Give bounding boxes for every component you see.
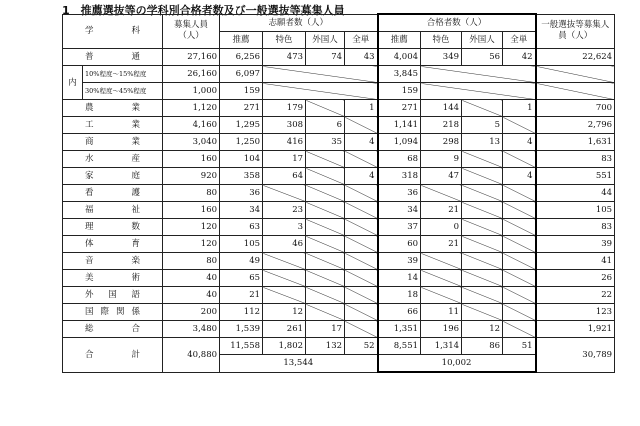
- total-passed-cell: 8,551: [378, 338, 421, 355]
- passed-cell: [503, 287, 536, 304]
- applicant-cell: [306, 151, 345, 168]
- header-general: 一般選抜等募集人員（人）: [536, 14, 615, 49]
- general-cell: 22,624: [536, 49, 615, 66]
- header-sub: 推薦: [220, 32, 263, 49]
- table-row: [63, 321, 615, 338]
- applicant-cell: 74: [306, 49, 345, 66]
- passed-cell: 37: [378, 219, 421, 236]
- applicant-cell: 65: [220, 270, 263, 287]
- total-passed-sum: 10,002: [378, 355, 536, 373]
- passed-cell: 11: [421, 304, 462, 321]
- applicant-cell: 6: [306, 117, 345, 134]
- breakdown-slash: [263, 83, 378, 100]
- passed-cell: [462, 151, 503, 168]
- applicant-cell: [345, 287, 378, 304]
- total-general: 30,789: [536, 338, 615, 373]
- passed-cell: [503, 304, 536, 321]
- total-row: [63, 338, 615, 355]
- passed-cell: [462, 270, 503, 287]
- capacity-cell: 120: [163, 219, 220, 236]
- passed-cell: [421, 270, 462, 287]
- passed-cell: [503, 236, 536, 253]
- passed-cell: 18: [378, 287, 421, 304]
- table-row: [63, 236, 615, 253]
- passed-cell: [503, 202, 536, 219]
- applicant-cell: [345, 270, 378, 287]
- header-capacity: 募集人員（人）: [163, 14, 220, 49]
- table-row: [63, 100, 615, 117]
- passed-cell: 4: [503, 168, 536, 185]
- applicant-cell: [306, 100, 345, 117]
- general-cell: 22: [536, 287, 615, 304]
- breakdown-slash: [263, 66, 378, 83]
- passed-cell: 12: [462, 321, 503, 338]
- breakdown-name: 30%程度〜45%程度: [83, 83, 163, 100]
- passed-cell: 1,351: [378, 321, 421, 338]
- applicant-cell: 12: [263, 304, 306, 321]
- passed-cell: [503, 219, 536, 236]
- capacity-cell: 80: [163, 185, 220, 202]
- breakdown-applicants: 6,097: [220, 66, 263, 83]
- table-row: [63, 219, 615, 236]
- capacity-cell: 200: [163, 304, 220, 321]
- passed-cell: [462, 185, 503, 202]
- passed-cell: [503, 185, 536, 202]
- passed-cell: 271: [378, 100, 421, 117]
- header-sub: 全単: [503, 32, 536, 49]
- breakdown-slash: [536, 66, 615, 83]
- applicant-cell: 36: [220, 185, 263, 202]
- applicant-cell: [306, 287, 345, 304]
- total-applicant-cell: 52: [345, 338, 378, 355]
- applicant-cell: [345, 236, 378, 253]
- total-applicant-cell: 1,802: [263, 338, 306, 355]
- breakdown-slash: [536, 83, 615, 100]
- total-applicants-sum: 13,544: [220, 355, 378, 373]
- table-body: [63, 14, 615, 372]
- passed-cell: 68: [378, 151, 421, 168]
- applicant-cell: 17: [263, 151, 306, 168]
- passed-cell: 21: [421, 236, 462, 253]
- applicant-cell: 179: [263, 100, 306, 117]
- total-applicant-cell: 11,558: [220, 338, 263, 355]
- applicant-cell: 49: [220, 253, 263, 270]
- passed-cell: 14: [378, 270, 421, 287]
- applicant-cell: 358: [220, 168, 263, 185]
- general-cell: 44: [536, 185, 615, 202]
- passed-cell: [421, 287, 462, 304]
- general-cell: 123: [536, 304, 615, 321]
- applicant-cell: 104: [220, 151, 263, 168]
- header-sub: 特色: [263, 32, 306, 49]
- capacity-cell: 160: [163, 151, 220, 168]
- applicant-cell: [345, 253, 378, 270]
- admissions-table: [62, 13, 615, 373]
- passed-cell: 39: [378, 253, 421, 270]
- passed-cell: 9: [421, 151, 462, 168]
- breakdown-passed: 3,845: [378, 66, 421, 83]
- table-row: [63, 49, 615, 66]
- breakdown-passed: 159: [378, 83, 421, 100]
- capacity-cell: 4,160: [163, 117, 220, 134]
- passed-cell: 21: [421, 202, 462, 219]
- passed-cell: 34: [378, 202, 421, 219]
- applicant-cell: 4: [345, 168, 378, 185]
- subject-name: 商 業: [63, 134, 163, 151]
- capacity-cell: 40: [163, 270, 220, 287]
- applicant-cell: 3: [263, 219, 306, 236]
- breakdown-slash: [421, 66, 536, 83]
- passed-cell: 298: [421, 134, 462, 151]
- passed-cell: 218: [421, 117, 462, 134]
- capacity-cell: 3,040: [163, 134, 220, 151]
- applicant-cell: [345, 219, 378, 236]
- applicant-cell: 112: [220, 304, 263, 321]
- passed-cell: [462, 304, 503, 321]
- header-sub: 全単: [345, 32, 378, 49]
- general-cell: 551: [536, 168, 615, 185]
- capacity-cell: 120: [163, 236, 220, 253]
- subject-name: 国際関係: [63, 304, 163, 321]
- total-label: 合 計: [63, 338, 163, 373]
- applicant-cell: 1,539: [220, 321, 263, 338]
- total-passed-cell: 1,314: [421, 338, 462, 355]
- applicant-cell: [306, 219, 345, 236]
- applicant-cell: [306, 202, 345, 219]
- capacity-cell: 27,160: [163, 49, 220, 66]
- passed-cell: [503, 117, 536, 134]
- general-cell: 41: [536, 253, 615, 270]
- subject-name: 家 庭: [63, 168, 163, 185]
- table-row: [63, 202, 615, 219]
- general-cell: 83: [536, 219, 615, 236]
- passed-cell: [503, 253, 536, 270]
- header-sub: 推薦: [378, 32, 421, 49]
- applicant-cell: 308: [263, 117, 306, 134]
- applicant-cell: [345, 304, 378, 321]
- header-row-1: [63, 14, 615, 32]
- applicant-cell: [306, 185, 345, 202]
- general-cell: 1,921: [536, 321, 615, 338]
- capacity-cell: 40: [163, 287, 220, 304]
- passed-cell: 144: [421, 100, 462, 117]
- applicant-cell: 23: [263, 202, 306, 219]
- passed-cell: [462, 100, 503, 117]
- passed-cell: 4: [503, 134, 536, 151]
- breakdown-capacity: 26,160: [163, 66, 220, 83]
- applicant-cell: 43: [345, 49, 378, 66]
- subject-name: 理 数: [63, 219, 163, 236]
- passed-cell: 0: [421, 219, 462, 236]
- passed-cell: [462, 168, 503, 185]
- passed-cell: 1,094: [378, 134, 421, 151]
- applicant-cell: [306, 270, 345, 287]
- breakdown-slash: [421, 83, 536, 100]
- document-title: 1 推薦選抜等の学科別合格者数及び一般選抜等募集人員: [62, 4, 345, 17]
- capacity-cell: 920: [163, 168, 220, 185]
- capacity-cell: 1,120: [163, 100, 220, 117]
- total-passed-cell: 86: [462, 338, 503, 355]
- passed-cell: [462, 202, 503, 219]
- applicant-cell: 1,295: [220, 117, 263, 134]
- applicant-cell: [263, 287, 306, 304]
- general-cell: 1,631: [536, 134, 615, 151]
- passed-cell: 349: [421, 49, 462, 66]
- breakdown-capacity: 1,000: [163, 83, 220, 100]
- subject-name: 体 育: [63, 236, 163, 253]
- passed-cell: [462, 287, 503, 304]
- passed-cell: 5: [462, 117, 503, 134]
- table-row: [63, 185, 615, 202]
- applicant-cell: 6,256: [220, 49, 263, 66]
- passed-cell: [503, 270, 536, 287]
- table-row: [63, 168, 615, 185]
- header-sub: 特色: [421, 32, 462, 49]
- passed-cell: [503, 151, 536, 168]
- passed-cell: [462, 253, 503, 270]
- table-row: [63, 134, 615, 151]
- subject-name: 工 業: [63, 117, 163, 134]
- subject-name: 外 国 語: [63, 287, 163, 304]
- breakdown-row: [63, 66, 615, 83]
- header-sub: 外国人: [306, 32, 345, 49]
- passed-cell: 196: [421, 321, 462, 338]
- header-subject: 学 科: [63, 14, 163, 49]
- general-cell: 105: [536, 202, 615, 219]
- capacity-cell: 160: [163, 202, 220, 219]
- total-applicant-cell: 132: [306, 338, 345, 355]
- table-row: [63, 253, 615, 270]
- subject-name: 音 楽: [63, 253, 163, 270]
- total-passed-cell: 51: [503, 338, 536, 355]
- applicant-cell: 416: [263, 134, 306, 151]
- applicant-cell: 1: [345, 100, 378, 117]
- passed-cell: 56: [462, 49, 503, 66]
- table-row: [63, 117, 615, 134]
- subject-name: 水 産: [63, 151, 163, 168]
- applicant-cell: [345, 151, 378, 168]
- applicant-cell: [306, 236, 345, 253]
- applicant-cell: [306, 168, 345, 185]
- table-row: [63, 287, 615, 304]
- general-cell: 700: [536, 100, 615, 117]
- passed-cell: [503, 321, 536, 338]
- passed-cell: 1: [503, 100, 536, 117]
- subject-name: 普 通: [63, 49, 163, 66]
- passed-cell: 13: [462, 134, 503, 151]
- capacity-cell: 3,480: [163, 321, 220, 338]
- header-passed: 合格者数（人）: [378, 14, 536, 32]
- general-cell: 39: [536, 236, 615, 253]
- table-row: [63, 151, 615, 168]
- applicant-cell: 35: [306, 134, 345, 151]
- subject-name: 総 合: [63, 321, 163, 338]
- passed-cell: [462, 236, 503, 253]
- applicant-cell: 34: [220, 202, 263, 219]
- total-capacity: 40,880: [163, 338, 220, 373]
- applicant-cell: 63: [220, 219, 263, 236]
- subject-name: 福 祉: [63, 202, 163, 219]
- applicant-cell: [263, 253, 306, 270]
- applicant-cell: 261: [263, 321, 306, 338]
- applicant-cell: 4: [345, 134, 378, 151]
- applicant-cell: [263, 270, 306, 287]
- passed-cell: 42: [503, 49, 536, 66]
- passed-cell: 318: [378, 168, 421, 185]
- passed-cell: [421, 185, 462, 202]
- applicant-cell: 1,250: [220, 134, 263, 151]
- passed-cell: [421, 253, 462, 270]
- applicant-cell: 21: [220, 287, 263, 304]
- general-cell: 2,796: [536, 117, 615, 134]
- subject-name: 看 護: [63, 185, 163, 202]
- general-cell: 26: [536, 270, 615, 287]
- applicant-cell: [345, 185, 378, 202]
- applicant-cell: [345, 321, 378, 338]
- applicant-cell: 271: [220, 100, 263, 117]
- breakdown-label: 内: [63, 66, 83, 100]
- applicant-cell: [345, 202, 378, 219]
- applicant-cell: [306, 304, 345, 321]
- applicant-cell: [345, 117, 378, 134]
- breakdown-name: 10%程度〜15%程度: [83, 66, 163, 83]
- passed-cell: 60: [378, 236, 421, 253]
- applicant-cell: 105: [220, 236, 263, 253]
- passed-cell: 4,004: [378, 49, 421, 66]
- applicant-cell: 17: [306, 321, 345, 338]
- passed-cell: 1,141: [378, 117, 421, 134]
- applicant-cell: [263, 185, 306, 202]
- subject-name: 美 術: [63, 270, 163, 287]
- header-applicants: 志願者数（人）: [220, 14, 378, 32]
- table-row: [63, 270, 615, 287]
- capacity-cell: 80: [163, 253, 220, 270]
- breakdown-row: [63, 83, 615, 100]
- applicant-cell: 64: [263, 168, 306, 185]
- table-row: [63, 304, 615, 321]
- applicant-cell: [306, 253, 345, 270]
- passed-cell: 47: [421, 168, 462, 185]
- passed-cell: [462, 219, 503, 236]
- subject-name: 農 業: [63, 100, 163, 117]
- header-sub: 外国人: [462, 32, 503, 49]
- passed-cell: 36: [378, 185, 421, 202]
- general-cell: 83: [536, 151, 615, 168]
- passed-cell: 66: [378, 304, 421, 321]
- breakdown-applicants: 159: [220, 83, 263, 100]
- applicant-cell: 46: [263, 236, 306, 253]
- applicant-cell: 473: [263, 49, 306, 66]
